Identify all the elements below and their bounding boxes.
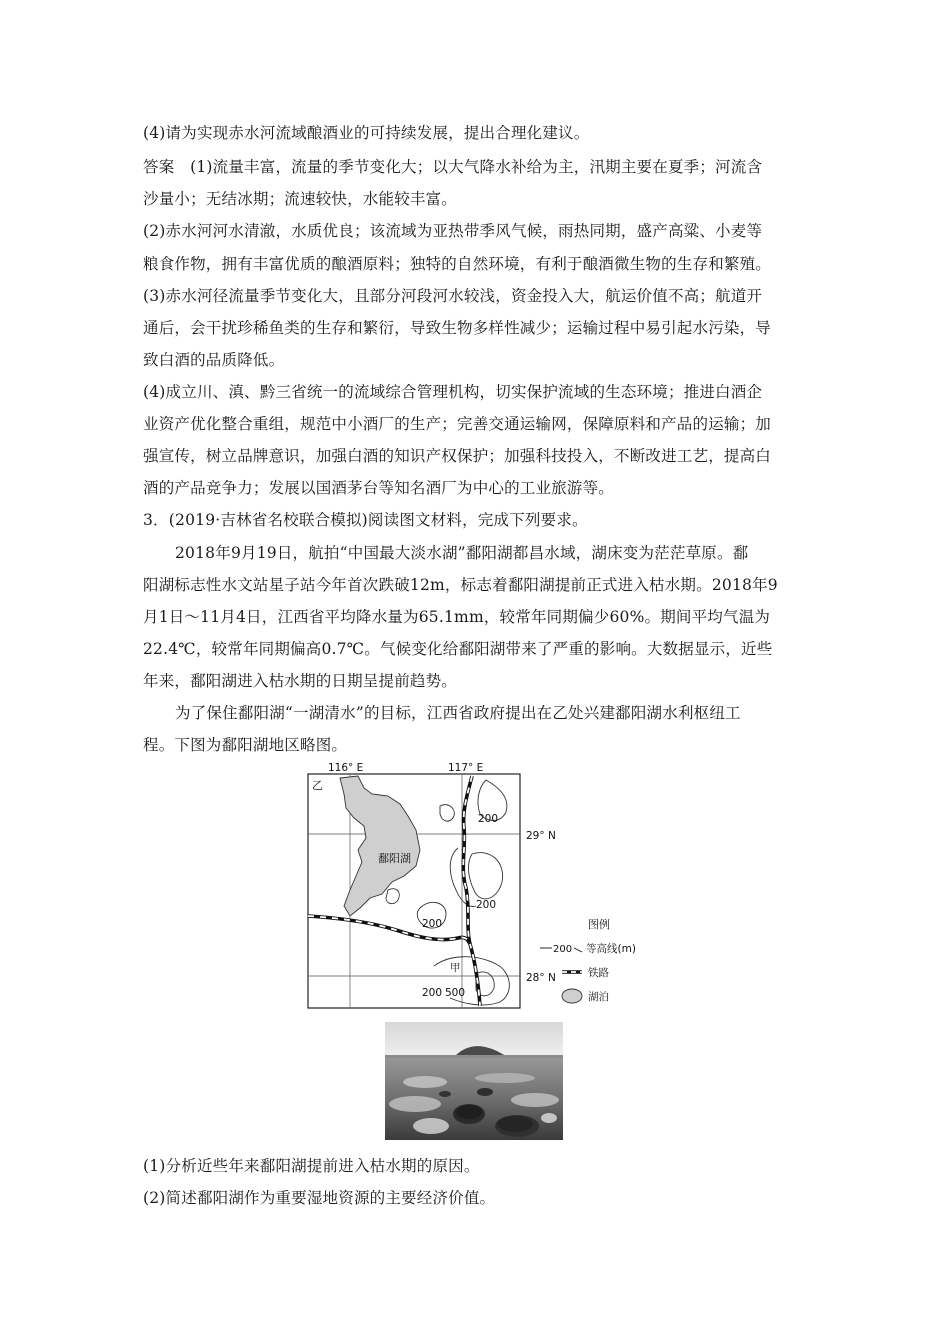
legend-title: 图例 [588, 918, 610, 931]
answer-line: 酒的产品竞争力；发展以国酒茅台等知名酒厂为中心的工业旅游等。 [143, 479, 615, 497]
contour-value-label: 500 [445, 987, 466, 999]
legend-contour-value: 200 [553, 944, 573, 955]
legend-lake-symbol [562, 989, 582, 1003]
material-paragraph-line: 月1日～11月4日，江西省平均降水量为65.1mm，较常年同期偏少60%。期间平均气温为 [143, 608, 771, 626]
legend-railway-label: 铁路 [588, 967, 609, 979]
contour-value-label: 200 [422, 987, 443, 999]
place-label-yi: 乙 [312, 779, 323, 792]
answer-line: 通后，会干扰珍稀鱼类的生存和繁衍，导致生物多样性减少；运输过程中易引起水污染，导 [143, 319, 772, 337]
answer-line: (4)成立川、滇、黔三省统一的流域综合管理机构，切实保护流域的生态环境；推进白酒企 [143, 383, 763, 401]
legend-contour-symbol [574, 948, 582, 952]
answer-line: 业资产优化整合重组，规范中小酒厂的生产；完善交通运输网，保障原料和产品的运输；加 [143, 415, 772, 433]
question-3-1: (1)分析近些年来鄱阳湖提前进入枯水期的原因。 [143, 1157, 480, 1175]
question-3-header: 3．(2019·吉林省名校联合模拟)阅读图文材料，完成下列要求。 [143, 511, 588, 529]
material-paragraph-line: 程。下图为鄱阳湖地区略图。 [143, 736, 348, 754]
question-4-prompt: (4)请为实现赤水河流域酿酒业的可持续发展，提出合理化建议。 [143, 124, 590, 142]
lakebed-photo [385, 1022, 563, 1140]
material-paragraph-line: 为了保住鄱阳湖“一湖清水”的目标，江西省政府提出在乙处兴建鄱阳湖水利枢纽工 [175, 704, 741, 722]
material-paragraph-line: 年来，鄱阳湖进入枯水期的日期呈提前趋势。 [143, 672, 458, 690]
longitude-label-117e: 117° E [448, 762, 484, 774]
legend-lake-label: 湖泊 [588, 991, 609, 1003]
answer-line: (3)赤水河径流量季节变化大，且部分河段河水较浅，资金投入大，航运价值不高；航道开 [143, 287, 763, 305]
contour-value-label: 200 [422, 918, 443, 930]
question-3-2: (2)简述鄱阳湖作为重要湿地资源的主要经济价值。 [143, 1189, 496, 1207]
lake-name-label: 鄱阳湖 [378, 852, 411, 865]
answer-line: 致白酒的品质降低。 [143, 351, 285, 369]
material-paragraph-line: 22.4℃，较常年同期偏高0.7℃。气候变化给鄱阳湖带来了严重的影响。大数据显示，近些 [143, 640, 773, 658]
legend-contour-label: 等高线(m) [586, 943, 636, 955]
contour-value-label: 200 [478, 813, 499, 825]
latitude-label-29n: 29° N [526, 830, 556, 842]
longitude-label-116e: 116° E [328, 762, 364, 774]
poyang-lake-map [300, 758, 660, 1010]
answer-line: 答案 (1)流量丰富，流量的季节变化大；以大气降水补给为主，汛期主要在夏季；河流含 [143, 158, 763, 176]
answer-line: (2)赤水河河水清澈，水质优良；该流域为亚热带季风气候，雨热同期，盛产高粱、小麦等 [143, 222, 763, 240]
map-legend [540, 917, 636, 1003]
contour-value-label: 200 [476, 899, 497, 911]
material-paragraph-line: 2018年9月19日，航拍“中国最大淡水湖”鄱阳湖都昌水域，湖床变为茫茫草原。鄱 [175, 544, 749, 562]
answer-line: 沙量小；无结冰期；流速较快，水能较丰富。 [143, 190, 458, 208]
answer-line: 粮食作物，拥有丰富优质的酿酒原料；独特的自然环境，有利于酿酒微生物的生存和繁殖。 [143, 255, 772, 273]
place-label-jia: 甲 [450, 962, 461, 974]
latitude-label-28n: 28° N [526, 972, 556, 984]
answer-line: 强宣传，树立品牌意识，加强白酒的知识产权保护；加强科技投入，不断改进工艺，提高白 [143, 447, 772, 465]
material-paragraph-line: 阳湖标志性水文站星子站今年首次跌破12m，标志着鄱阳湖提前正式进入枯水期。2018年9 [143, 576, 778, 594]
